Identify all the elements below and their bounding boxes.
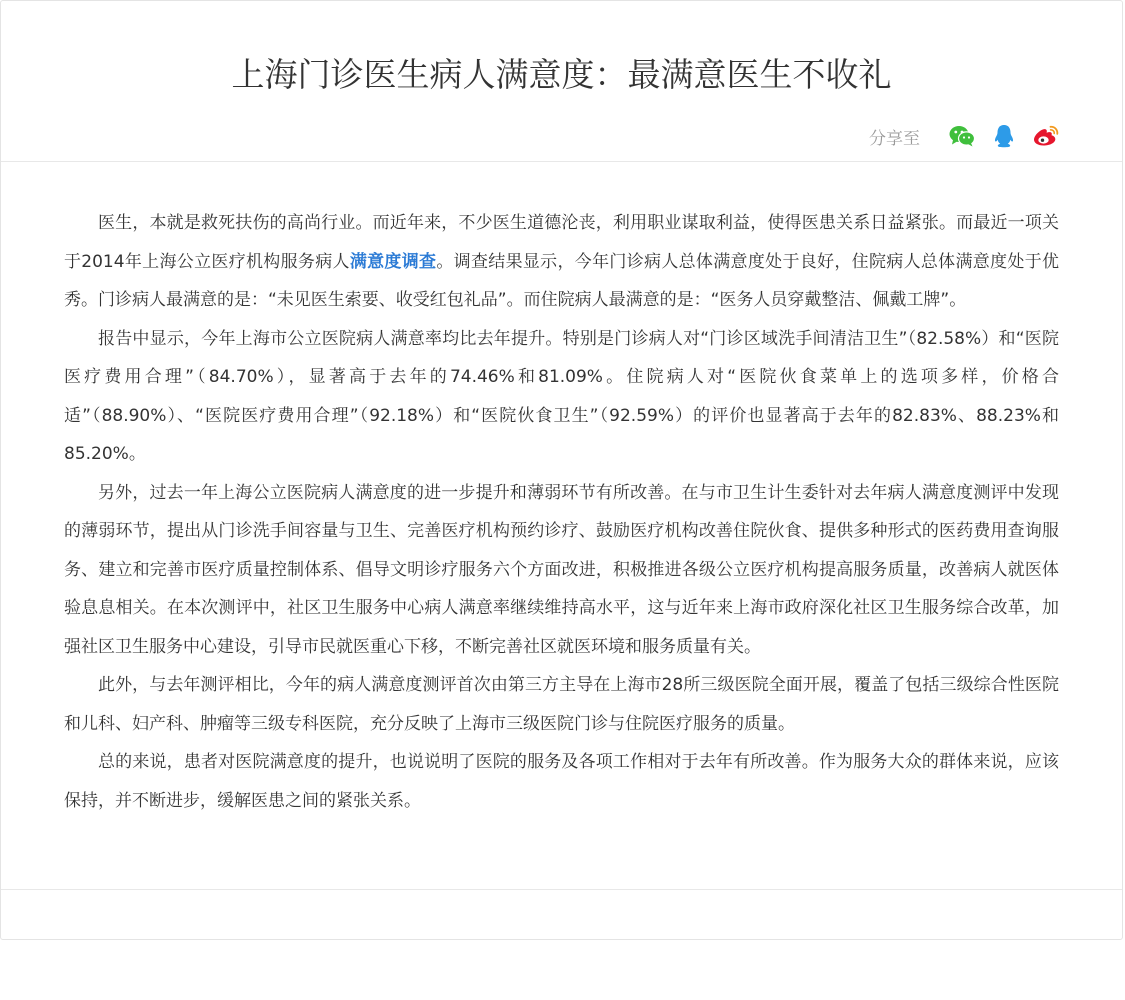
paragraph-1-lead: 医生，本就是救死扶伤的高尚行业。而近年来，不少医生道德沦丧，利用职业谋取利益，使得医患关系日益紧张。而最近一项关于2014年上海公立医疗机构服务病人 [64,213,1059,272]
paragraph-3: 另外，过去一年上海公立医院病人满意度的进一步提升和薄弱环节有所改善。在与市卫生计生委针对去年病人满意度测评中发现的薄弱环节，提出从门诊洗手间容量与卫生、完善医疗机构预约诊疗、鼓励医疗机构改善住院伙食、提供多种形式的医药费用查询服务、建立和完善市医疗质量控制体系、倡导文明诊疗服务六个方面改进，积极推进各级公立医疗机构提高服务质量，改善病人就医体验息息相关。在本次测评中，社区卫生服务中心病人满意率继续维持高水平，这与近年来上海市政府深化社区卫生服务综合改革，加强社区卫生服务中心建设，引导市民就医重心下移，不断完善社区就医环境和服务质量有关。 [64,482,1059,657]
article-title: 上海门诊医生病人满意度：最满意医生不收礼 [231,55,892,94]
qq-icon[interactable] [990,122,1018,150]
wechat-icon[interactable] [948,122,976,150]
weibo-icon-graphic [1033,125,1059,147]
paragraph-1 [64,204,1059,320]
paragraph-5: 总的来说，患者对医院满意度的提升，也说说明了医院的服务及各项工作相对于去年有所改善。作为服务大众的群体来说，应该保持，并不断进步，缓解医患之间的紧张关系。 [64,752,1059,811]
paragraph-2: 报告中显示，今年上海市公立医院病人满意率均比去年提升。特别是门诊病人对“门诊区域洗手间清洁卫生”（82.58%）和“医院医疗费用合理”（84.70%），显著高于去年的74.46%和81.09%。住院病人对“医院伙食菜单上的选项多样，价格合适”（88.90%）、“医院医疗费用合理”（92.18%）和“医院伙食卫生”（92.59%）的评价也显著高于去年的82.83%、88.23%和85.20%。 [64,328,1059,464]
share-bar [869,121,1060,151]
weibo-icon[interactable] [1032,122,1060,150]
share-label: 分享至 [869,128,920,149]
satisfaction-survey-link[interactable]: 满意度调查 [349,251,437,272]
article-header [1,1,1122,162]
paragraph-1-tail: 。调查结果显示，今年门诊病人总体满意度处于良好，住院病人总体满意度处于优秀。门诊病人最满意的是：“未见医生索要、收受红包礼品”。而住院病人最满意的是：“医务人员穿戴整洁、佩戴工牌”。 [64,251,1060,310]
wechat-icon-graphic [949,125,975,147]
article-body [1,162,1122,890]
paragraph-4: 此外，与去年测评相比，今年的病人满意度测评首次由第三方主导在上海市28所三级医院全面开展，覆盖了包括三级综合性医院和儿科、妇产科、肿瘤等三级专科医院，充分反映了上海市三级医院门诊与住院医疗服务的质量。 [64,675,1059,734]
qq-icon-graphic [993,124,1015,148]
